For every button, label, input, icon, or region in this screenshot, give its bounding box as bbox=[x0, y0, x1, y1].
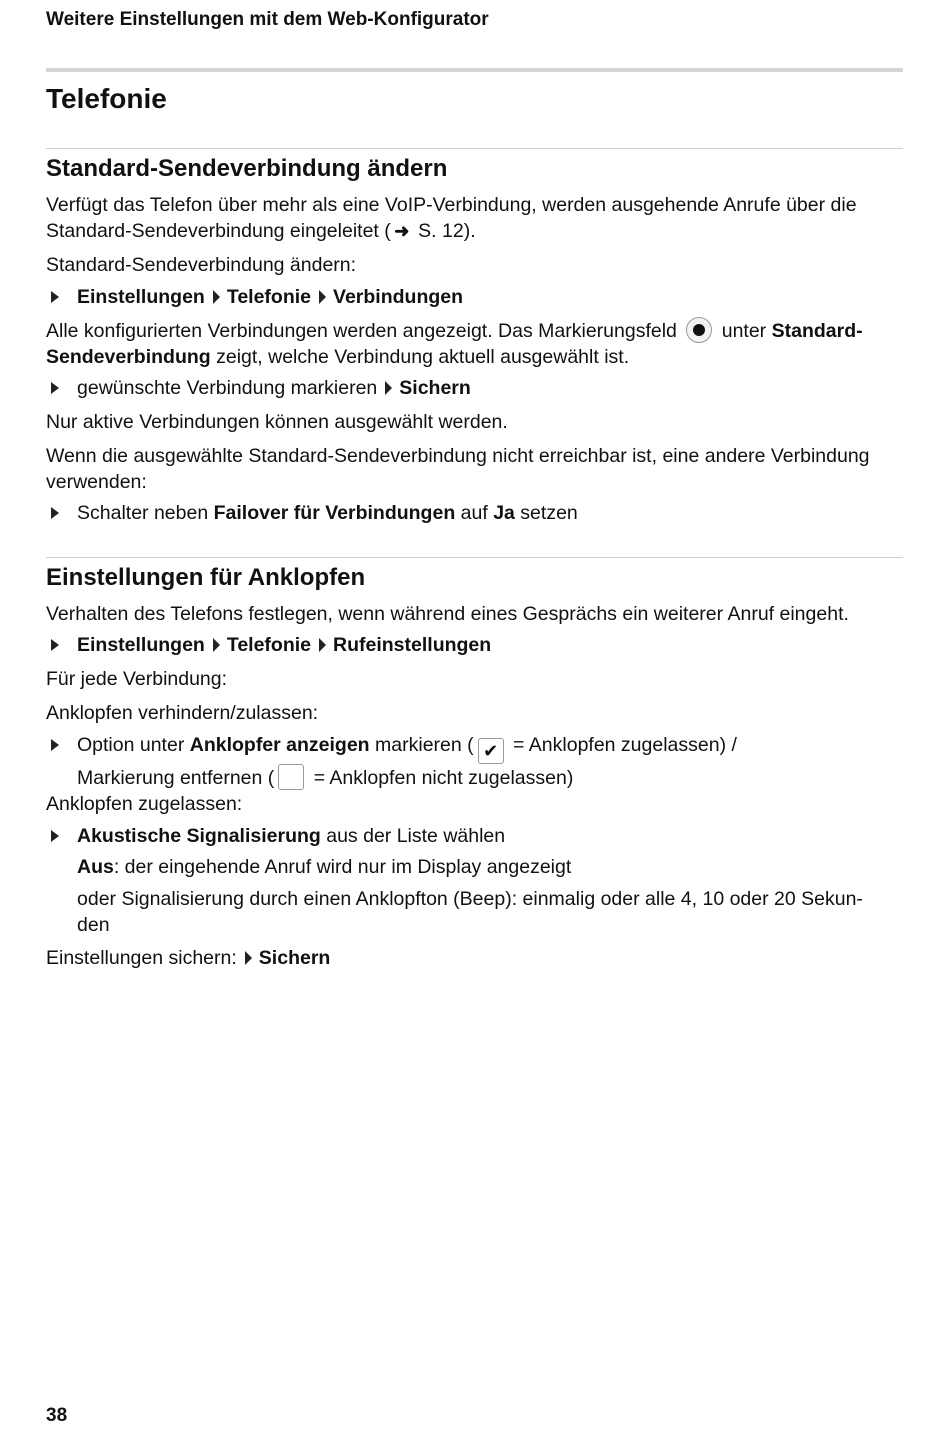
triangle-separator-icon bbox=[213, 290, 220, 304]
unreachable-paragraph: Wenn die ausgewählte Standard-Sendeverbindung nicht erreichbar ist, eine andere Verbindung verwenden: bbox=[46, 445, 870, 493]
only-active-note: Nur aktive Verbindungen können ausgewählt werden. bbox=[46, 411, 508, 433]
header-divider bbox=[46, 68, 903, 72]
page-title: Telefonie bbox=[46, 83, 167, 114]
aus-option-text: Aus: der eingehende Anruf wird nur im Display angezeigt bbox=[77, 856, 572, 878]
triangle-bullet-icon bbox=[51, 739, 59, 751]
checkbox-checked-icon: ✔ bbox=[478, 738, 504, 764]
right-arrow-icon: ➜ bbox=[394, 221, 410, 241]
running-header: Weitere Einstellungen mit dem Web-Konfigurator bbox=[46, 9, 489, 30]
prevent-allow-label: Anklopfen verhindern/zulassen: bbox=[46, 702, 319, 724]
triangle-separator-icon bbox=[385, 381, 392, 395]
change-label: Standard-Sendeverbindung ändern: bbox=[46, 254, 357, 276]
mark-connection-step: gewünschte Verbindung markieren Sichern bbox=[46, 375, 903, 401]
triangle-bullet-icon bbox=[51, 291, 59, 303]
triangle-separator-icon bbox=[213, 638, 220, 652]
intro-paragraph: Verfügt das Telefon über mehr als eine VoIP-Verbindung, werden ausgehende Anrufe über die Standard-Sendeverbindung eingeleitet ( ➜ S. 12). bbox=[46, 194, 857, 242]
title-divider bbox=[46, 148, 903, 149]
triangle-bullet-icon bbox=[51, 382, 59, 394]
triangle-bullet-icon bbox=[51, 507, 59, 519]
acoustic-signal-step: Akustische Signalisierung aus der Liste wählen bbox=[46, 823, 903, 849]
page-number: 38 bbox=[46, 1405, 68, 1426]
anklopfer-option-step: Option unter Anklopfer anzeigen markieren ( ✔ = Anklopfen zugelassen) / Markierung entfernen ( = Anklopfen nicht zugelassen) bbox=[46, 732, 903, 791]
beep-option-text: oder Signalisierung durch einen Anklopfton (Beep): einmalig oder alle 4, 10 oder 20 Sekun- den bbox=[77, 888, 863, 936]
allowed-label: Anklopfen zugelassen: bbox=[46, 793, 243, 815]
triangle-bullet-icon bbox=[51, 830, 59, 842]
triangle-bullet-icon bbox=[51, 639, 59, 651]
checkbox-empty-icon bbox=[278, 764, 304, 790]
anklopfen-intro: Verhalten des Telefons festlegen, wenn während eines Gesprächs ein weiterer Anruf eingeht. bbox=[46, 603, 849, 625]
save-settings-line: Einstellungen sichern: Sichern bbox=[46, 947, 331, 969]
menu-path-step: Einstellungen Telefonie Rufeinstellungen bbox=[46, 632, 903, 658]
connections-shown-paragraph: Alle konfigurierten Verbindungen werden angezeigt. Das Markierungsfeld unter Standard- Sendeverbindung zeigt, welche Verbindung aktuell ausgewählt ist. bbox=[46, 317, 903, 370]
per-connection-label: Für jede Verbindung: bbox=[46, 668, 228, 690]
triangle-separator-icon bbox=[319, 290, 326, 304]
failover-step: Schalter neben Failover für Verbindungen auf Ja setzen bbox=[46, 500, 903, 526]
menu-path-step: Einstellungen Telefonie Verbindungen bbox=[46, 284, 903, 310]
triangle-separator-icon bbox=[245, 951, 252, 965]
radio-selected-icon bbox=[686, 317, 712, 343]
triangle-separator-icon bbox=[319, 638, 326, 652]
section-heading-anklopfen: Einstellungen für Anklopfen bbox=[46, 564, 366, 591]
section-divider bbox=[46, 557, 903, 558]
section-heading-sendeverbindung: Standard-Sendeverbindung ändern bbox=[46, 155, 448, 182]
